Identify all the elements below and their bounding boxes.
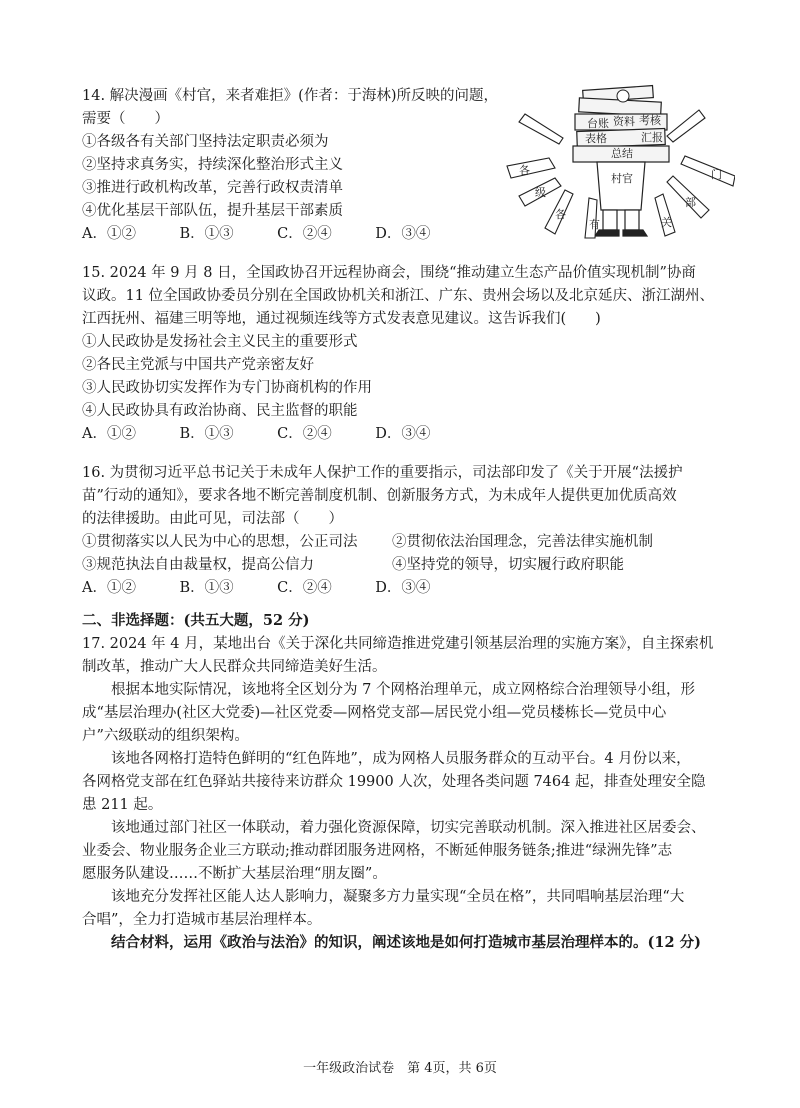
q16-option-4: ④坚持党的领导，切实履行政府职能 [392,557,624,573]
cartoon-hand-label-5: 关 [661,216,672,229]
q17-line-5: 户”六级联动的组织架构。 [82,728,249,744]
q17-task: 结合材料，运用《政治与法治》的知识，阐述该地是如何打造城市基层治理样本的。(12 分) [82,934,701,951]
cartoon-label-taizhang: 台账 [587,117,609,130]
cartoon-label-cunguan: 村官 [611,172,633,185]
q14-option-3: ③推进行政机构改革，完善行政权责清单 [82,180,343,196]
q15-stem-line2: 议政。11 位全国政协委员分别在全国政协机关和浙江、广东、贵州会场以及北京延庆、浙江湖州、 [82,288,715,304]
q14-choices: A．①② B．①③ C．②④ D．③④ [82,226,431,242]
q14-stem-line2: 需要（ ） [82,111,169,127]
q15-choices: A．①② B．①③ C．②④ D．③④ [82,426,431,442]
cartoon-hand-label-1: 各 [519,164,530,177]
cartoon-label-biaoge: 表格 [585,132,607,145]
cartoon-hand-label-7: 门 [711,168,722,181]
q16-choices: A．①② B．①③ C．②④ D．③④ [82,580,431,596]
q16-option-3: ③规范执法自由裁量权，提高公信力 [82,557,314,573]
q17-line-2: 制改革，推动广大人民群众共同缔造美好生活。 [82,659,387,675]
q15-option-2: ②各民主党派与中国共产党亲密友好 [82,357,314,373]
q15-stem-line3: 江西抚州、福建三明等地，通过视频连线等方式发表意见建议。这告诉我们( ) [82,311,601,327]
q17-line-8: 患 211 起。 [82,797,163,813]
cartoon-illustration [505,78,735,240]
q17-line-1: 17. 2024 年 4 月，某地出台《关于深化共同缔造推进党建引领基层治理的实施方案》，自主探索机 [82,636,714,652]
q17-line-13: 合唱”，全力打造城市基层治理样本。 [82,912,322,928]
q17-line-3: 根据本地实际情况，该地将全区划分为 7 个网格治理单元，成立网格综合治理领导小组，形 [82,682,695,698]
cartoon-label-kaohe: 考核 [639,114,661,127]
q16-option-1: ①贯彻落实以人民为中心的思想，公正司法 [82,534,358,550]
q16-stem-line1: 16. 为贯彻习近平总书记关于未成年人保护工作的重要指示，司法部印发了《关于开展“法援护 [82,465,683,481]
q16-stem-line3: 的法律援助。由此可见，司法部（ ） [82,511,343,527]
cartoon-label-zongjie: 总结 [611,147,633,160]
q17-line-11: 愿服务队建设……不断扩大基层治理“朋友圈”。 [82,866,387,882]
cartoon-hand-label-6: 部 [685,196,696,209]
q17-line-12: 该地充分发挥社区能人达人影响力，凝聚多方力量实现“全员在格”，共同唱响基层治理“大 [82,889,685,905]
q14-option-2: ②坚持求真务实，持续深化整治形式主义 [82,157,343,173]
cartoon-hand-label-3: 各 [555,208,566,221]
q15-option-3: ③人民政协切实发挥作为专门协商机构的作用 [82,380,372,396]
q15-stem-line1: 15. 2024 年 9 月 8 日，全国政协召开远程协商会，围绕“推动建立生态产品价值实现机制”协商 [82,265,696,281]
page-footer: 一年级政治试卷 第 4页，共 6页 [303,1061,497,1076]
q17-line-10: 业委会、物业服务企业三方联动;推动群团服务进网格，不断延伸服务链条;推进“绿洲先锋”志 [82,843,673,859]
q16-stem-line2: 苗”行动的通知》，要求各地不断完善制度机制、创新服务方式，为未成年人提供更加优质高效 [82,488,677,504]
q15-option-4: ④人民政协具有政治协商、民主监督的职能 [82,403,358,419]
q17-line-4: 成“基层治理办(社区大党委)—社区党委—网格党支部—居民党小组—党员楼栋长—党员中心 [82,705,667,721]
q14-option-1: ①各级各有关部门坚持法定职责必须为 [82,134,329,150]
q15-option-1: ①人民政协是发扬社会主义民主的重要形式 [82,334,358,350]
section-heading: 二、非选择题：(共五大题，52 分) [82,612,310,629]
cartoon-label-huibao: 汇报 [641,131,663,144]
cartoon-hand-label-2: 级 [535,186,546,199]
q14-stem-line1: 14. 解决漫画《村官，来者难拒》(作者：于海林)所反映的问题， [82,88,498,104]
cartoon-label-ziliao: 资料 [613,115,635,128]
cartoon-hand-label-4: 有 [589,218,600,231]
q17-line-9: 该地通过部门社区一体联动，着力强化资源保障，切实完善联动机制。深入推进社区居委会、 [82,820,706,836]
q17-line-6: 该地各网格打造特色鲜明的“红色阵地”，成为网格人员服务群众的互动平台。4 月份以来， [82,751,691,767]
q16-option-2: ②贯彻依法治国理念，完善法律实施机制 [392,534,653,550]
q17-line-7: 各网格党支部在红色驿站共接待来访群众 19900 人次，处理各类问题 7464 起，排查处理安全隐 [82,774,706,790]
q14-option-4: ④优化基层干部队伍，提升基层干部素质 [82,203,343,219]
